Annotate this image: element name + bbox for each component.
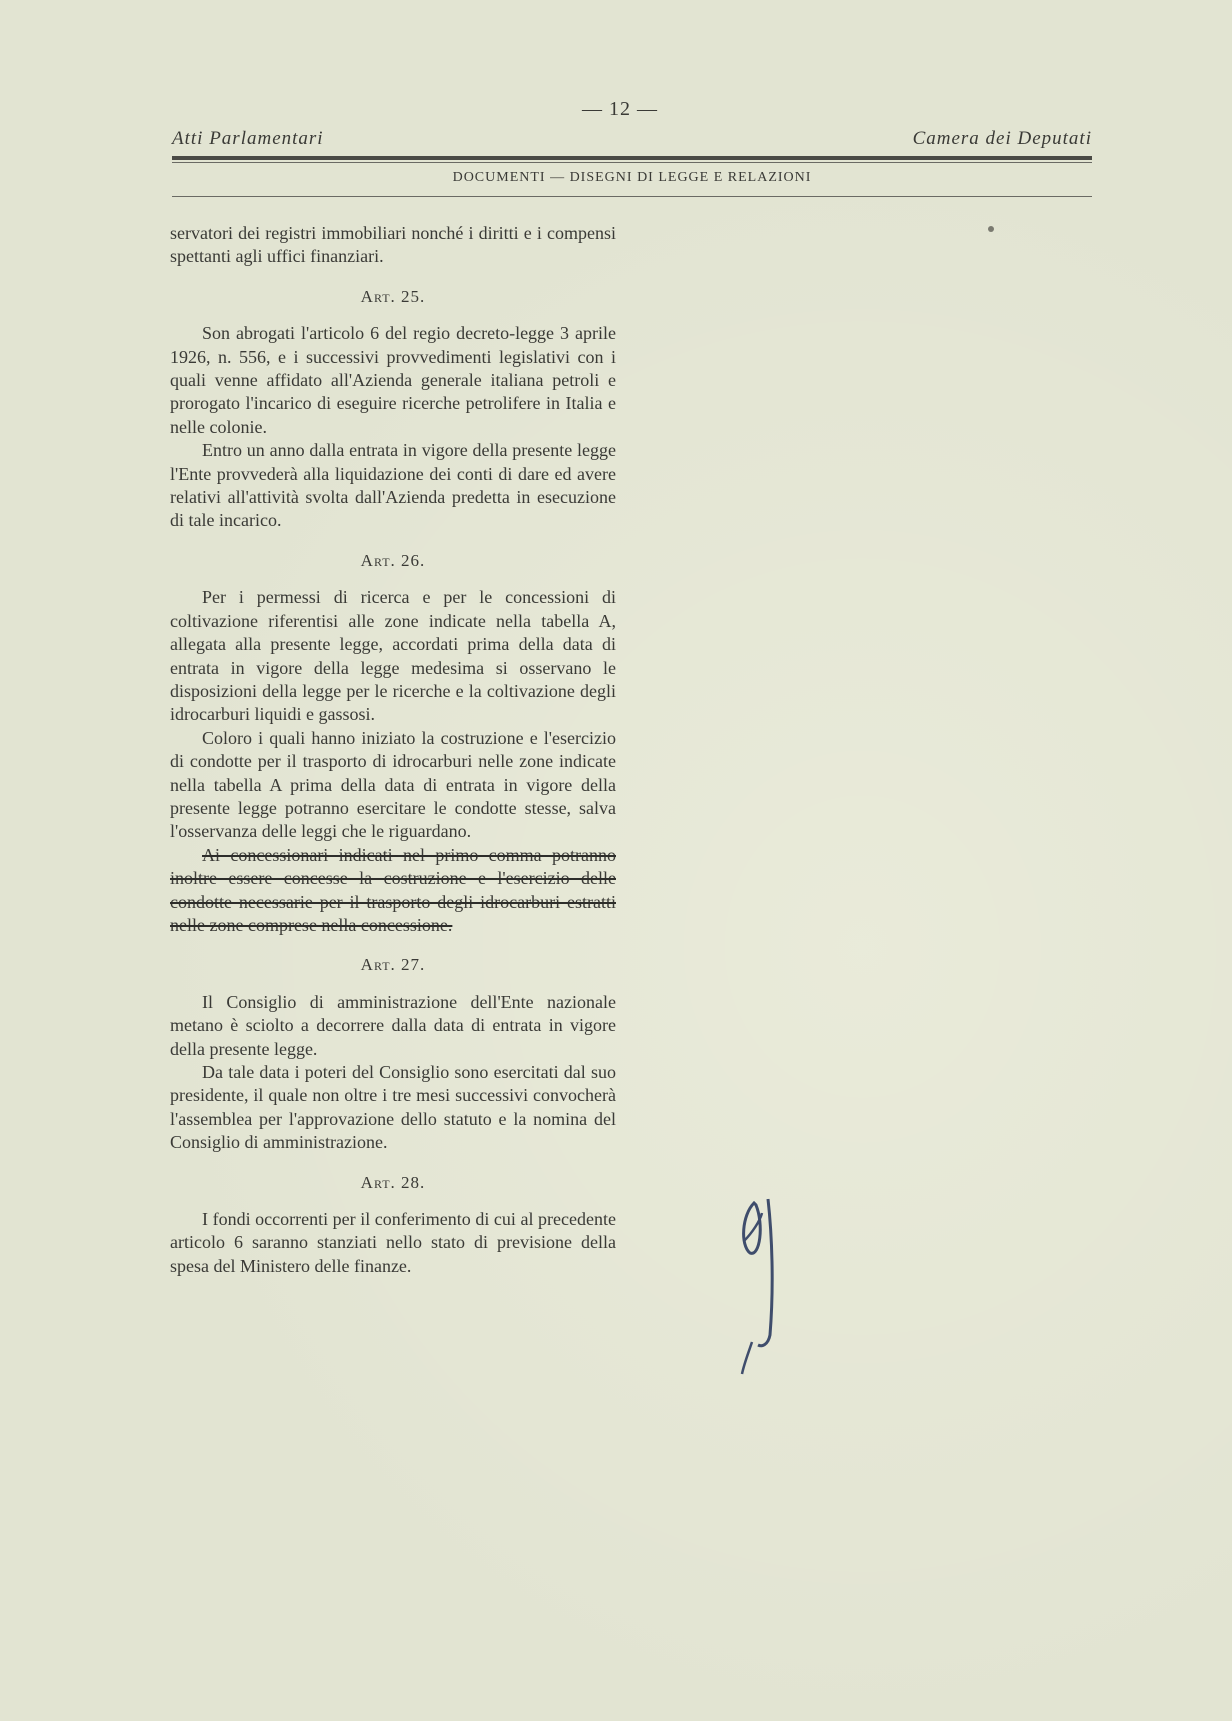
pencil-tick-icon [738,1338,758,1378]
article-25-paragraph-1: Son abrogati l'articolo 6 del regio decreto-legge 3 aprile 1926, n. 556, e i successivi provvedimenti legislativi con i quali venne affidato all'Azienda generale italiana petroli e prorogato l'incarico di eseguire ricerche petrolifere in Italia e nelle colonie. [170,323,616,437]
intro-paragraph: servatori dei registri immobiliari nonché i diritti e i compensi spettanti agli uffici finanziari. [170,223,616,267]
article-title-28: Art. 28. [360,1172,426,1192]
header-right-title: Camera dei Deputati [912,128,1092,149]
text-column [170,222,616,1278]
header-left-title: Atti Parlamentari [172,128,324,149]
section-rule [172,196,1092,197]
article-26-paragraph-1: Per i permessi di ricerca e per le concessioni di coltivazione riferentisi alle zone indicate nella tabella A, allegata alla presente legge, accordati prima della data di entrata in vigore della legge medesima si osservano le disposizioni della legge per le ricerche e la coltivazione degli idrocarburi liquidi e gassosi. [170,587,616,725]
header-rule-thin [172,162,1092,163]
article-26-struck-paragraph: Ai concessionari indicati nel primo comma potranno inoltre essere concesse la costruzione e l'esercizio delle condotte necessarie per il trasporto degli idrocarburi estratti nelle zone comprese nella concessione. [170,844,616,935]
article-27-paragraph-1: Il Consiglio di amministrazione dell'Ente nazionale metano è sciolto a decorrere dalla data di entrata in vigore della presente legge. [170,991,616,1059]
article-title-27: Art. 27. [360,955,426,975]
margin-dot-icon [984,222,998,236]
article-27-paragraph-2: Da tale data i poteri del Consiglio sono esercitati dal suo presidente, il quale non oltre i tre mesi successivi convocherà l'assemblea per l'approvazione dello statuto e la nomina del Consiglio di amministrazione. [170,1062,616,1153]
article-26-paragraph-2: Coloro i quali hanno iniziato la costruzione e l'esercizio di condotte per il trasporto di idrocarburi nelle zone indicate nella tabella A prima della data di entrata in vigore della presente legge potranno esercitare le condotte stesse, salva l'osservanza delle leggi che le riguardano. [170,727,616,842]
article-title-26: Art. 26. [360,550,426,570]
header-rule-thick [172,156,1092,160]
page-number: — 12 — [582,98,658,120]
article-28-paragraph-1: I fondi occorrenti per il conferimento di cui al precedente articolo 6 saranno stanziati nello stato di previsione della spesa del Ministero delle finanze. [170,1209,616,1276]
article-25-paragraph-2: Entro un anno dalla entrata in vigore della presente legge l'Ente provvederà alla liquidazione dei conti di dare ed avere relativi all'attività svolta dall'Azienda predetta in esecuzione di tale incarico. [170,440,616,531]
section-header: DOCUMENTI — DISEGNI DI LEGGE E RELAZIONI [452,170,812,185]
article-title-25: Art. 25. [360,286,426,306]
